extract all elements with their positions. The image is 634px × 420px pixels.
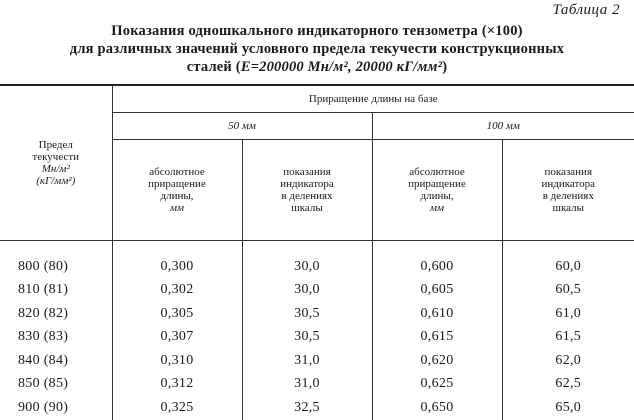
yield-limit-unit-si: Мн/м² (0, 163, 112, 175)
yield-limit-header (0, 85, 112, 241)
abs-increment-100-cell: 0,600 (372, 255, 502, 279)
abs-line-2: приращение (373, 178, 502, 190)
abs-line-3: длины, (113, 190, 242, 202)
ind-line-3: в делениях (503, 190, 634, 202)
indicator-50-cell: 30,0 (242, 279, 372, 303)
ind-line-2: индикатора (243, 178, 372, 190)
table-row (0, 255, 634, 279)
abs-unit: мм (113, 202, 242, 214)
yield-limit-header-line-2: текучести (0, 151, 112, 163)
ind-line-4: шкалы (503, 202, 634, 214)
abs-increment-100-cell: 0,625 (372, 373, 502, 397)
base-100-header: 100 мм (372, 113, 634, 140)
yield-limit-cell: 800 (80) (0, 255, 112, 279)
abs-increment-50-cell: 0,307 (112, 326, 242, 350)
abs-increment-50-cell: 0,312 (112, 373, 242, 397)
table-row (0, 279, 634, 303)
ind-line-4: шкалы (243, 202, 372, 214)
abs-increment-100-cell: 0,650 (372, 396, 502, 420)
abs-line-1: абсолютное (373, 166, 502, 178)
indicator-50-cell: 32,5 (242, 396, 372, 420)
caption-line-3-suffix: ) (442, 59, 447, 75)
indicator-100-cell: 60,5 (502, 279, 634, 303)
indicator-100-cell: 62,0 (502, 349, 634, 373)
caption-line-2: для различных значений условного предела текучести конструкционных (0, 40, 634, 58)
abs-increment-100-header (372, 140, 502, 241)
indicator-50-cell: 30,5 (242, 302, 372, 326)
abs-increment-50-cell: 0,310 (112, 349, 242, 373)
indicator-100-cell: 65,0 (502, 396, 634, 420)
abs-increment-50-cell: 0,302 (112, 279, 242, 303)
abs-line-1: абсолютное (113, 166, 242, 178)
yield-limit-unit-kg: (кГ/мм²) (0, 175, 112, 187)
table-caption (0, 22, 634, 76)
abs-increment-50-cell: 0,300 (112, 255, 242, 279)
yield-limit-cell: 900 (90) (0, 396, 112, 420)
ind-line-1: показания (503, 166, 634, 178)
abs-increment-100-cell: 0,605 (372, 279, 502, 303)
yield-limit-cell: 850 (85) (0, 373, 112, 397)
caption-line-1: Показания одношкального индикаторного тензометра (×100) (0, 22, 634, 40)
ind-line-1: показания (243, 166, 372, 178)
indicator-100-cell: 60,0 (502, 255, 634, 279)
table-row (0, 349, 634, 373)
indicator-50-cell: 30,0 (242, 255, 372, 279)
caption-formula: E=200000 Мн/м², 20000 кГ/мм² (241, 59, 442, 75)
table-body (0, 241, 634, 420)
base-50-header: 50 мм (112, 113, 372, 140)
table-row (0, 326, 634, 350)
abs-increment-100-cell: 0,615 (372, 326, 502, 350)
yield-limit-cell: 840 (84) (0, 349, 112, 373)
table-row (0, 373, 634, 397)
yield-limit-cell: 830 (83) (0, 326, 112, 350)
abs-line-3: длины, (373, 190, 502, 202)
abs-line-2: приращение (113, 178, 242, 190)
indicator-50-header (242, 140, 372, 241)
ind-line-2: индикатора (503, 178, 634, 190)
indicator-100-cell: 61,0 (502, 302, 634, 326)
yield-limit-cell: 820 (82) (0, 302, 112, 326)
abs-unit: мм (373, 202, 502, 214)
abs-increment-50-cell: 0,305 (112, 302, 242, 326)
ind-line-3: в делениях (243, 190, 372, 202)
caption-line-3-prefix: сталей ( (187, 59, 241, 75)
abs-increment-50-cell: 0,325 (112, 396, 242, 420)
indicator-50-cell: 30,5 (242, 326, 372, 350)
table-row (0, 396, 634, 420)
yield-limit-header-line-1: Предел (0, 139, 112, 151)
caption-line-3 (0, 58, 634, 76)
indicator-50-cell: 31,0 (242, 349, 372, 373)
abs-increment-100-cell: 0,620 (372, 349, 502, 373)
indicator-100-cell: 62,5 (502, 373, 634, 397)
table-number: Таблица 2 (553, 2, 620, 19)
indicator-100-header (502, 140, 634, 241)
indicator-50-cell: 31,0 (242, 373, 372, 397)
abs-increment-50-header (112, 140, 242, 241)
indicator-100-cell: 61,5 (502, 326, 634, 350)
spacer-row (0, 241, 634, 256)
yield-limit-cell: 810 (81) (0, 279, 112, 303)
data-table (0, 84, 634, 420)
abs-increment-100-cell: 0,610 (372, 302, 502, 326)
length-increment-header: Приращение длины на базе (112, 85, 634, 113)
table-row (0, 302, 634, 326)
header-row-1 (0, 85, 634, 113)
